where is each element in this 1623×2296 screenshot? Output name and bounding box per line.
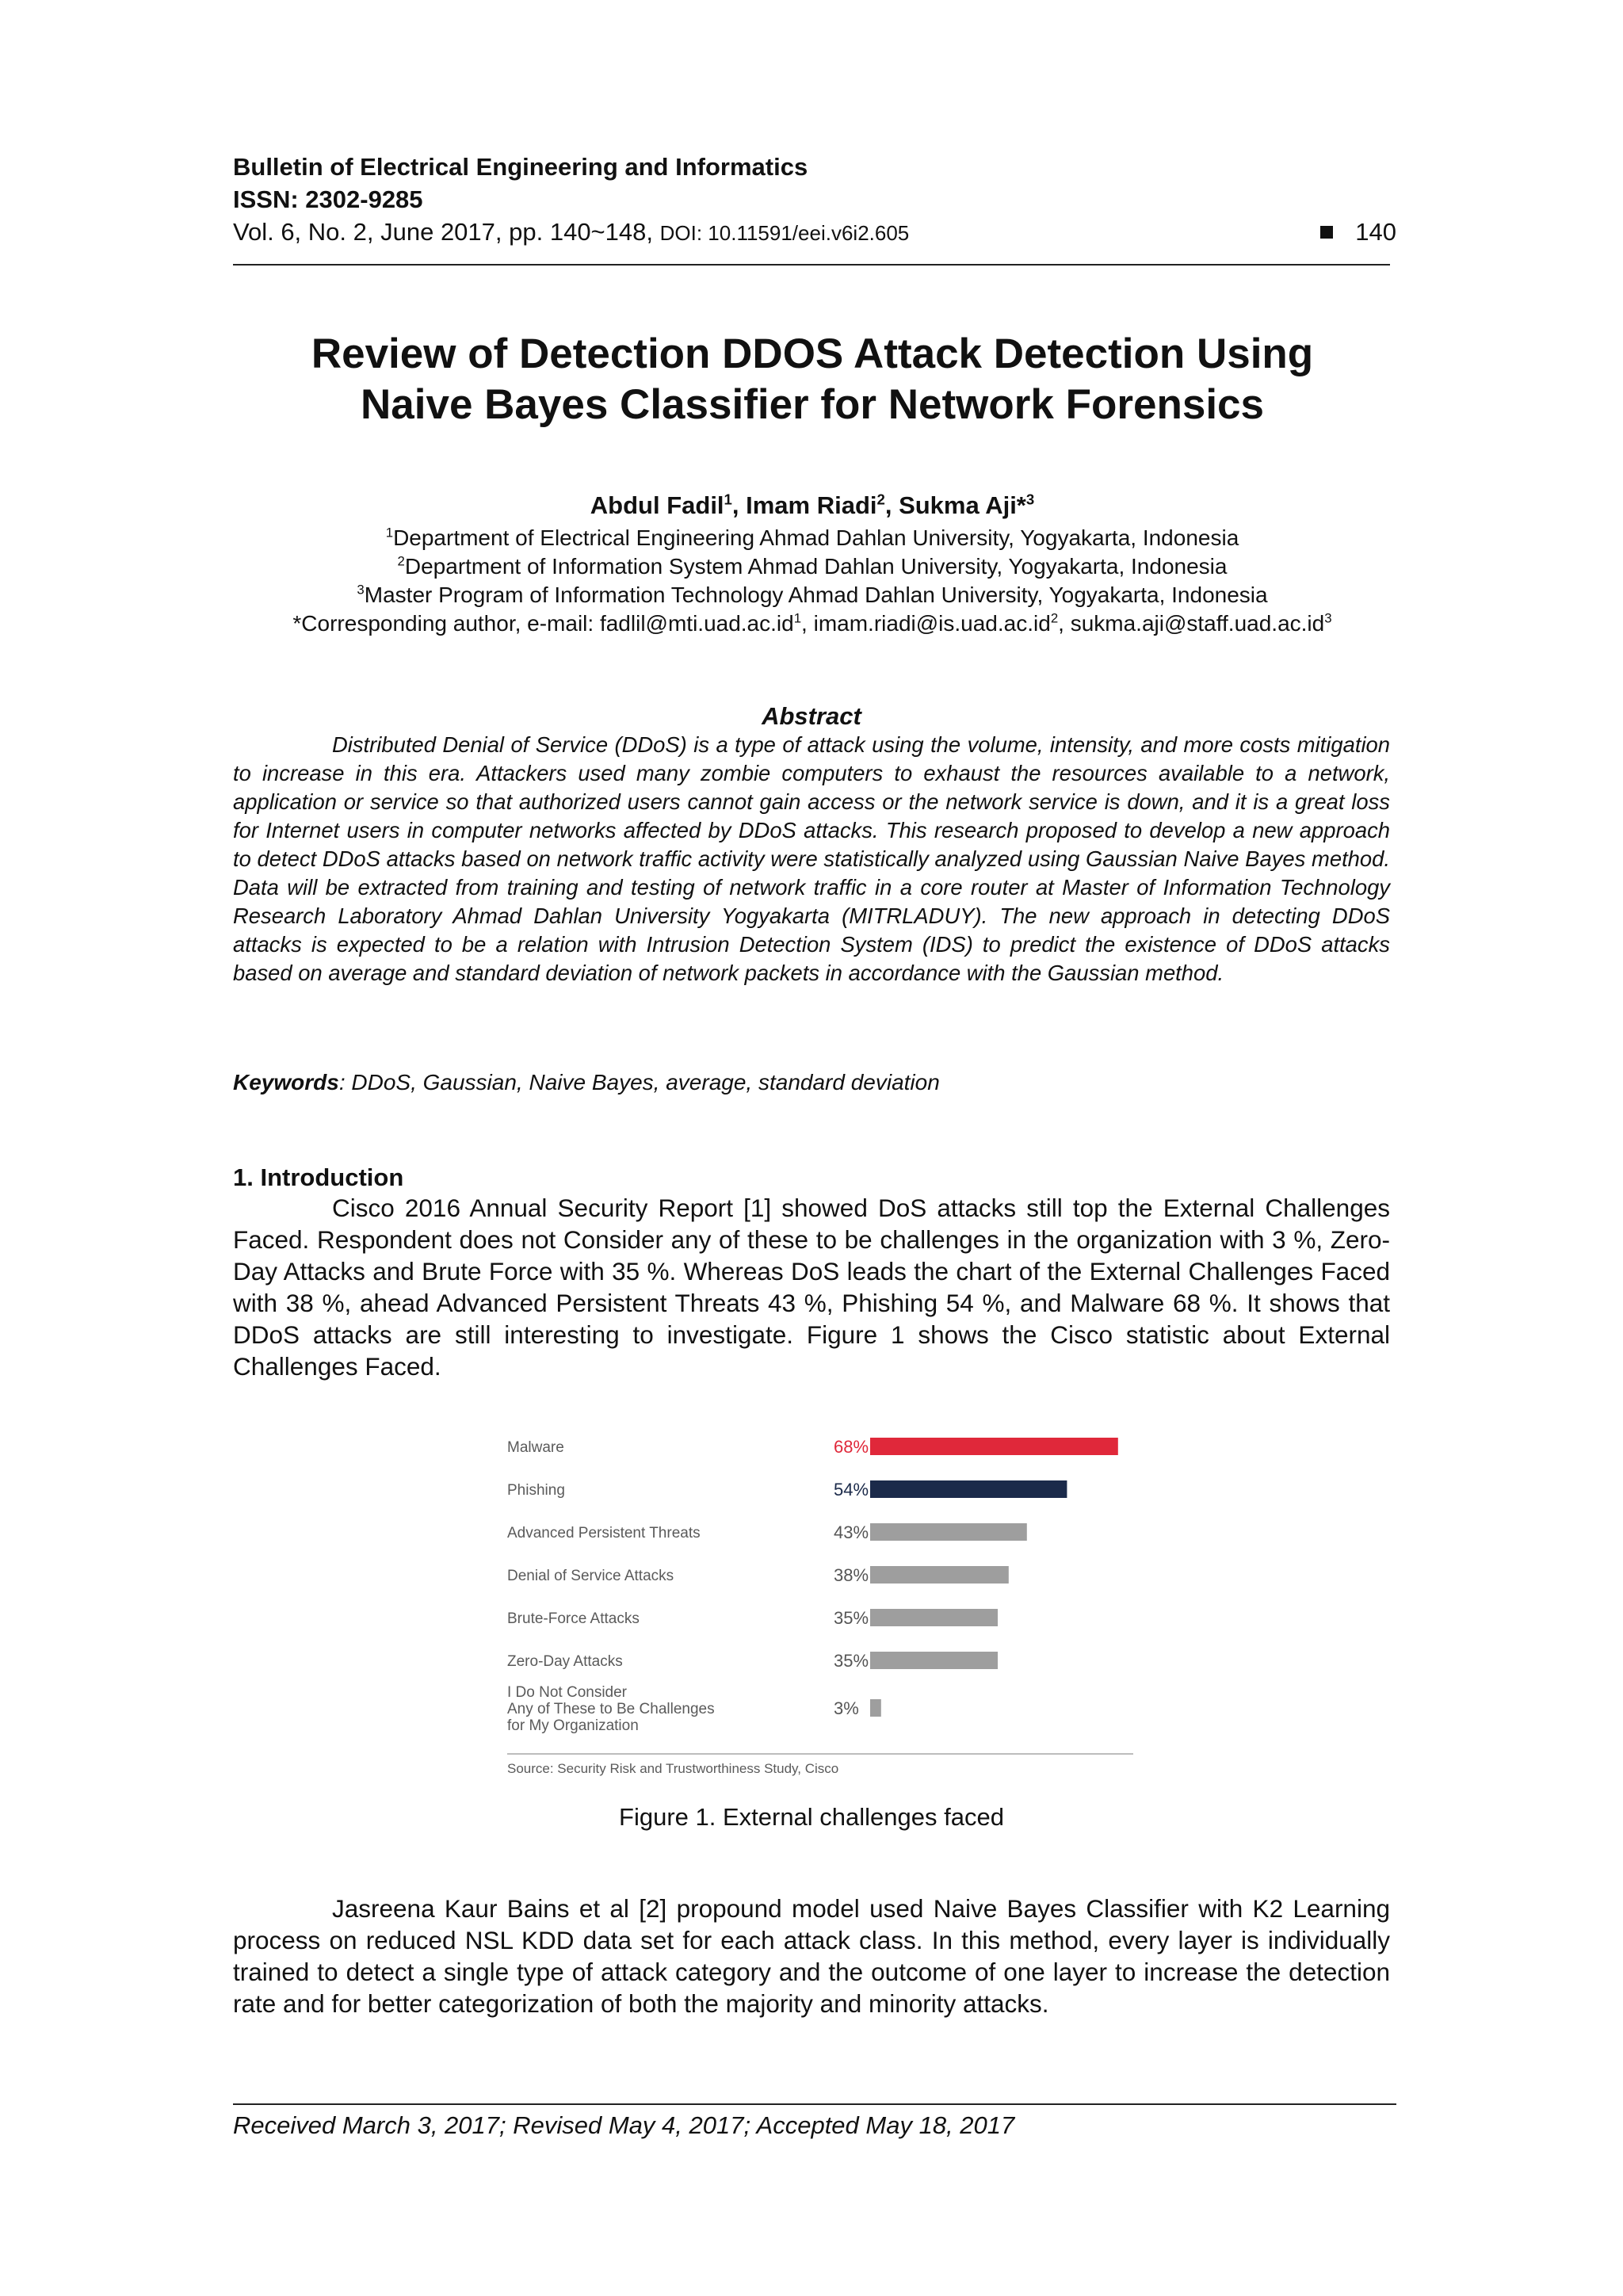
category-label: Denial of Service Attacks: [507, 1568, 674, 1584]
keywords-label: Keywords: [233, 1070, 339, 1095]
email-1-sup: 1: [793, 610, 802, 626]
email-3: , sukma.aji@staff.uad.ac.id: [1058, 611, 1325, 636]
author-3: , Sukma Aji*: [884, 491, 1026, 519]
keywords: [233, 1070, 940, 1095]
category-label: Phishing: [507, 1482, 565, 1499]
intro-paragraph: Cisco 2016 Annual Security Report [1] showed DoS attacks still top the External Challenges Faced. Respondent does not Consider any of these to be challenges in the organization with 3 %, Zero-Day Attacks and Brute Force with 35 %. Whereas DoS leads the chart of the External Challenges Faced with 38 %, ahead Advanced Persistent Threats 43 %, Phishing 54 %, and Malware 68 %. It shows that DDoS attacks are still interesting to investigate. Figure 1 shows the Cisco statistic about External Challenges Faced.: [233, 1194, 1390, 1381]
bar: [870, 1480, 1067, 1498]
affiliation-1-text: Department of Electrical Engineering Ahmad Dahlan University, Yogyakarta, Indonesia: [393, 525, 1239, 550]
bar: [870, 1652, 998, 1669]
issn: ISSN: 2302-9285: [233, 185, 423, 213]
value-label: 43%: [834, 1522, 869, 1542]
value-label: 35%: [834, 1651, 869, 1671]
email-2: , imam.riadi@is.uad.ac.id: [801, 611, 1051, 636]
value-label: 68%: [834, 1437, 869, 1457]
external-challenges-chart: [491, 1423, 1157, 1779]
author-1: Abdul Fadil: [590, 491, 724, 519]
paragraph-2: Jasreena Kaur Bains et al [2] propound model used Naive Bayes Classifier with K2 Learning process on reduced NSL KDD data set for each attack class. In this method, every layer is individually trained to detect a single type of attack category and the outcome of one layer to increase the detection rate and for better categorization of both the majority and minority attacks.: [233, 1894, 1390, 2018]
author-3-sup: 3: [1025, 491, 1035, 508]
value-label: 35%: [834, 1608, 869, 1628]
author-2: , Imam Riadi: [731, 491, 877, 519]
title-line-1: Review of Detection DDOS Attack Detection Using: [311, 330, 1314, 377]
category-label: Any of These to Be Challenges: [507, 1701, 715, 1717]
section-heading-introduction: 1. Introduction: [233, 1163, 404, 1191]
email-3-sup: 3: [1324, 610, 1332, 626]
keywords-list: : DDoS, Gaussian, Naive Bayes, average, standard deviation: [338, 1070, 940, 1095]
affiliation-3: [158, 582, 1466, 609]
value-label: 54%: [834, 1480, 869, 1499]
category-label: Malware: [507, 1439, 564, 1456]
doi-text: DOI: 10.11591/eei.v6i2.605: [659, 221, 910, 245]
category-label: I Do Not Consider: [507, 1684, 628, 1701]
journal-title: Bulletin of Electrical Engineering and Informatics: [233, 153, 808, 181]
volume-text: Vol. 6, No. 2, June 2017, pp. 140~148,: [233, 218, 660, 246]
bar: [870, 1609, 998, 1626]
chart-source: Source: Security Risk and Trustworthiness Study, Cisco: [507, 1761, 839, 1776]
footer-dates: Received March 3, 2017; Revised May 4, 2017; Accepted May 18, 2017: [233, 2111, 1015, 2139]
category-label: for My Organization: [507, 1717, 639, 1734]
author-1-sup: 1: [724, 491, 732, 508]
author-2-sup: 2: [876, 491, 885, 508]
category-label: Brute-Force Attacks: [507, 1610, 640, 1627]
authors: [206, 491, 1419, 520]
email-2-sup: 2: [1050, 610, 1059, 626]
bar: [870, 1699, 881, 1717]
bar: [870, 1438, 1118, 1455]
abstract-body: Distributed Denial of Service (DDoS) is a type of attack using the volume, intensity, and more costs mitigation to increase in this era. Attackers used many zombie computers to exhaust the resources available to a network, application or service so that authorized users cannot gain access or the network service is down, and it is a great loss for Internet users in computer networks affected by DDoS attacks. This research proposed to develop a new approach to detect DDoS attacks based on network traffic activity were statistically analyzed using Gaussian Naive Bayes method. Data will be extracted from training and testing of network traffic in a core router at Master of Information Technology Research Laboratory Ahmad Dahlan University Yogyakarta (MITRLADUY). The new approach in detecting DDoS attacks is expected to be a relation with Intrusion Detection System (IDS) to predict the existence of DDoS attacks based on average and standard deviation of network packets in accordance with the Gaussian method.: [233, 732, 1390, 985]
corresponding-prefix: *Corresponding author, e-mail: fadlil@mti.uad.ac.id: [292, 611, 794, 636]
footer-divider: [233, 2103, 1396, 2105]
volume-info: [233, 218, 909, 247]
affiliation-1-sup: 1: [385, 525, 394, 541]
figure-caption: Figure 1. External challenges faced: [619, 1803, 1004, 1831]
affiliation-3-text: Master Program of Information Technology Ahmad Dahlan University, Yogyakarta, Indonesia: [364, 583, 1268, 607]
affiliation-2-text: Department of Information System Ahmad Dahlan University, Yogyakarta, Indonesia: [404, 554, 1228, 579]
affiliation-2: [158, 553, 1466, 580]
category-label: Zero-Day Attacks: [507, 1653, 623, 1670]
bar: [870, 1523, 1027, 1541]
header-divider: [233, 264, 1390, 266]
abstract-heading: Abstract: [762, 702, 861, 730]
category-label: Advanced Persistent Threats: [507, 1525, 701, 1541]
corresponding-author: [158, 610, 1466, 637]
affiliation-3-sup: 3: [357, 582, 365, 598]
square-bullet-icon: [1320, 226, 1333, 239]
affiliation-2-sup: 2: [397, 553, 405, 569]
title-line-2: Naive Bayes Classifier for Network Forensics: [361, 381, 1264, 428]
paper-title: [206, 329, 1419, 430]
value-label: 3%: [834, 1698, 859, 1718]
value-label: 38%: [834, 1565, 869, 1585]
page-number-block: [1320, 218, 1396, 246]
page-number: 140: [1355, 218, 1396, 246]
affiliation-1: [158, 525, 1466, 552]
bar: [870, 1566, 1009, 1584]
